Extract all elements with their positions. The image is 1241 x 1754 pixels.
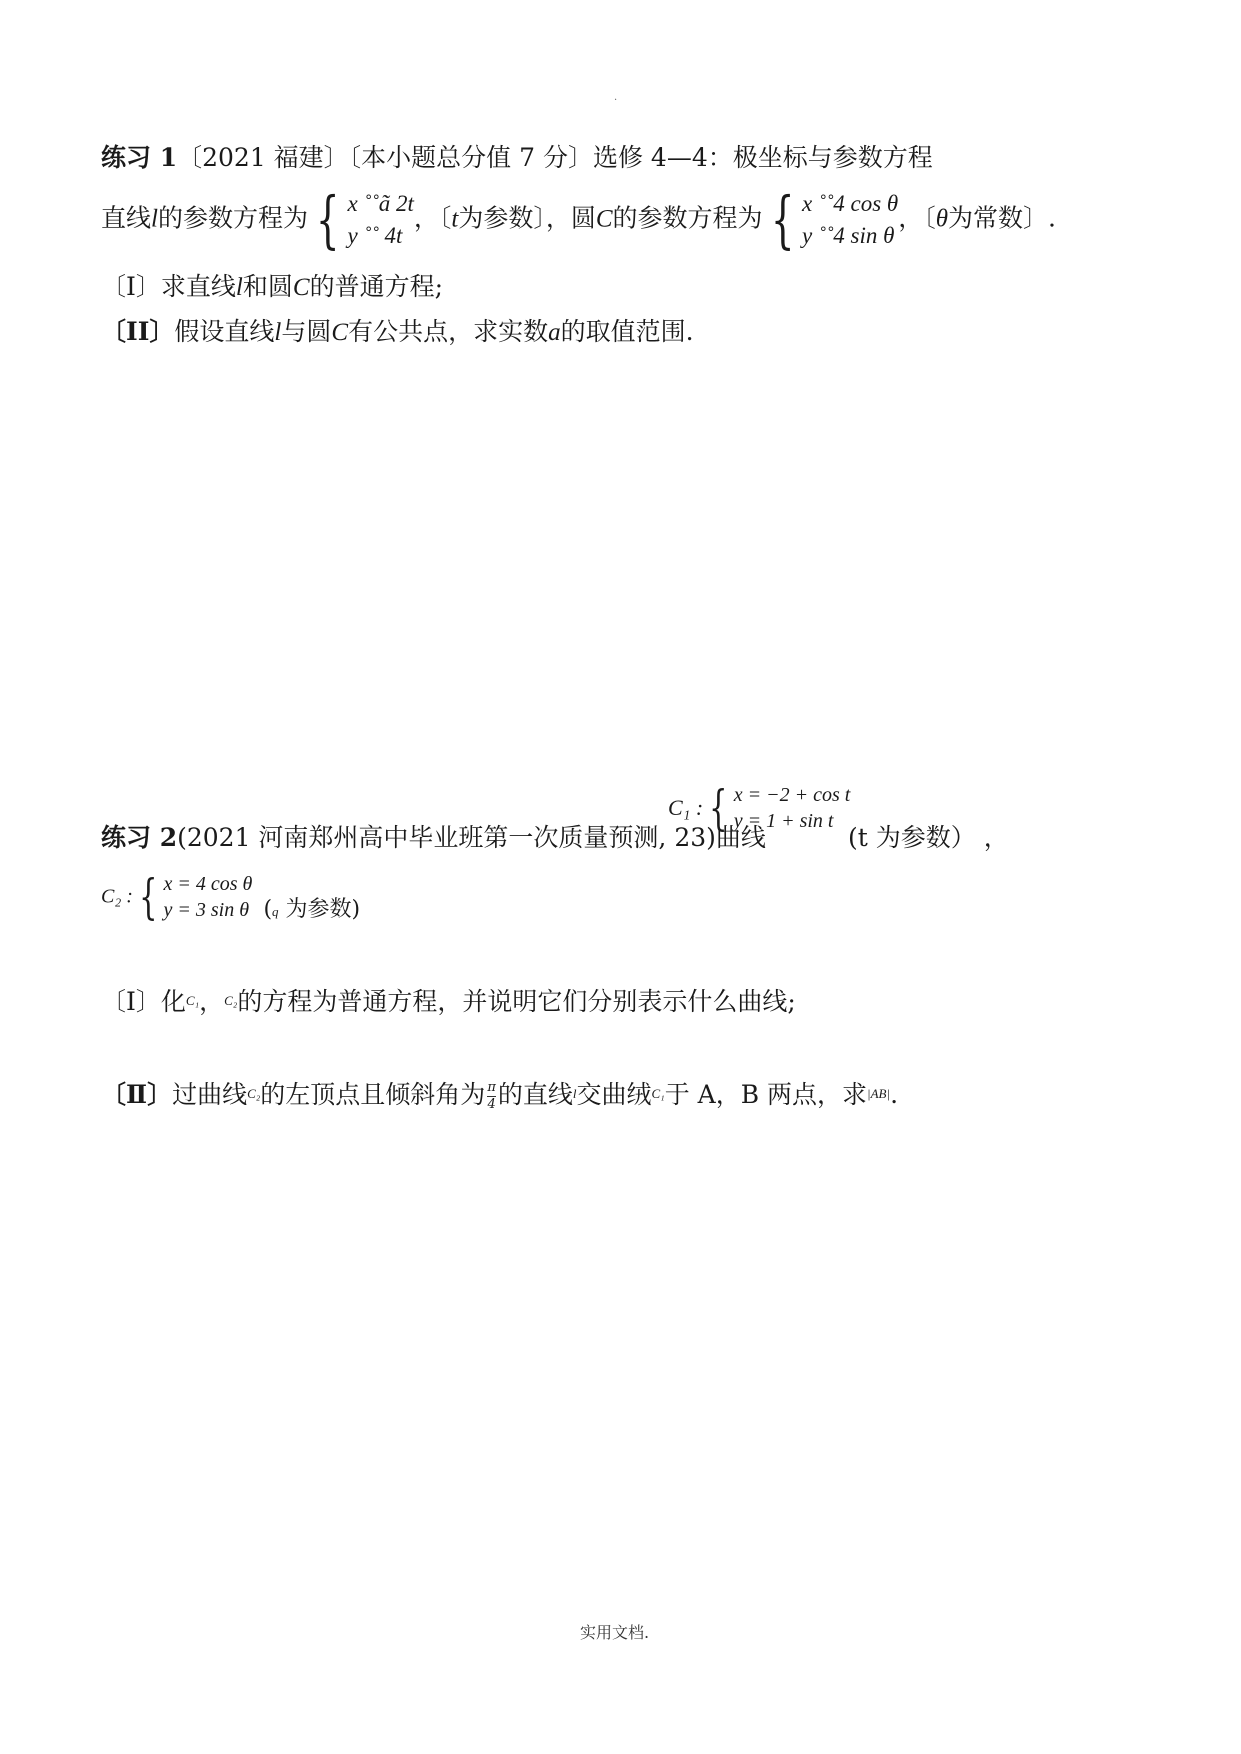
ex1-q1-text-c: 的普通方程; bbox=[309, 272, 443, 301]
ex1-intro-mid: 的参数方程为 bbox=[157, 203, 308, 233]
ex1-title bbox=[101, 143, 933, 173]
ex1-title-text: 〔2021 福建〕〔本小题总分值 7 分〕选修 4—4：极坐标与参数方程 bbox=[177, 143, 933, 172]
ex1-q1-text-a: 求直线 bbox=[160, 272, 236, 301]
c2-label: C₂ : bbox=[101, 885, 133, 908]
ex2-q2-text-e: 于 A，B 两点，求 bbox=[664, 1080, 868, 1109]
c2-note-text: 为参数) bbox=[285, 896, 361, 922]
ex1-title-label: 练习 1 bbox=[101, 143, 178, 172]
var-a: a bbox=[548, 319, 561, 346]
c2-system: { x = 4 cos θ y = 3 sin θ bbox=[139, 869, 253, 925]
sys2-row2: y ˚˚4 sin θ bbox=[802, 223, 895, 248]
var-t: t bbox=[451, 205, 459, 233]
c1-symbol: C₁ bbox=[651, 1086, 665, 1101]
ex1-param-note-post: 为参数〕，圆 bbox=[458, 203, 596, 233]
sys2-row1: x ˚˚4 cos θ bbox=[802, 191, 899, 216]
circle-parametric-system: { x ˚˚4 cos θ y ˚˚4 sin θ bbox=[770, 183, 899, 256]
c1-row1: x = −2 + cos t bbox=[733, 784, 851, 806]
ex1-param-note-pre: ，〔 bbox=[413, 203, 452, 233]
var-C: C bbox=[331, 319, 349, 346]
var-l: l bbox=[572, 1086, 577, 1101]
ex2-q2-text-f: . bbox=[890, 1080, 899, 1109]
ex2-question-2 bbox=[101, 1079, 898, 1113]
ex2-q1-label: 〔Ⅰ〕 bbox=[101, 987, 161, 1016]
var-l: l bbox=[151, 205, 158, 233]
sys1-row2: y ˚˚ 4t bbox=[347, 223, 403, 248]
ab-length: |AB| bbox=[867, 1086, 891, 1101]
ex1-intro-pre: 直线 bbox=[101, 203, 152, 233]
c2-row1: x = 4 cos θ bbox=[163, 873, 253, 895]
ex1-q2-text-a: 假设直线 bbox=[174, 317, 275, 346]
c1-row2: y = 1 + sin t bbox=[733, 810, 834, 832]
top-mark: . bbox=[614, 92, 618, 103]
c2-symbol: C₂ bbox=[224, 993, 238, 1008]
ex1-question-2 bbox=[101, 317, 694, 348]
c2-equation bbox=[101, 871, 360, 923]
ex1-q2-text-c: 有公共点，求实数 bbox=[348, 317, 549, 346]
ex1-theta-note-pre: ，〔 bbox=[898, 203, 936, 233]
var-l: l bbox=[235, 274, 243, 301]
var-theta: θ bbox=[935, 205, 949, 233]
var-C: C bbox=[595, 205, 613, 233]
ex2-q2-label: 〔Ⅱ〕 bbox=[101, 1080, 173, 1109]
ex2-title-text: (2021 河南郑州高中毕业班第一次质量预测, 23)曲线 bbox=[177, 823, 766, 852]
footer: 实用文档. bbox=[580, 1623, 650, 1642]
c1-equation bbox=[668, 782, 850, 834]
ex1-q2-text-b: 与圆 bbox=[281, 317, 332, 346]
ex1-circle-mid: 的参数方程为 bbox=[612, 203, 763, 233]
ex2-q2-text-b: 的左顶点且倾斜角为 bbox=[260, 1080, 486, 1109]
ex2-title bbox=[101, 823, 766, 853]
ex1-q1-label: 〔I〕 bbox=[101, 272, 161, 301]
ex2-question-1 bbox=[101, 986, 796, 1017]
ex2-q1-text-b: ， bbox=[199, 987, 225, 1016]
ex2-q2-text-d: 交曲绒 bbox=[576, 1080, 652, 1109]
ex1-theta-note-post: 为常数〕. bbox=[948, 203, 1056, 233]
frac-denominator: 4 bbox=[487, 1097, 496, 1112]
c1-note: (t 为参数） ， bbox=[848, 823, 1009, 852]
c2-note: (q 为参数) bbox=[263, 896, 361, 922]
ex2-title-label: 练习 2 bbox=[101, 823, 178, 852]
ex2-q2-text-c: 的直线 bbox=[497, 1080, 573, 1109]
c1-symbol: C₁ bbox=[185, 993, 200, 1008]
c2-symbol: C₂ bbox=[247, 1086, 261, 1101]
ex1-q1-text-b: 和圆 bbox=[242, 272, 293, 301]
frac-numerator: π bbox=[487, 1080, 496, 1095]
pi-over-4-fraction bbox=[487, 1080, 496, 1113]
c1-system: { x = −2 + cos t y = 1 + sin t bbox=[709, 780, 851, 836]
var-l: l bbox=[274, 319, 282, 346]
ex2-q2-text-a: 过曲线 bbox=[172, 1080, 248, 1109]
ex1-question-1 bbox=[101, 272, 443, 303]
var-C: C bbox=[292, 274, 310, 301]
ex1-q2-text-d: 的取值范围. bbox=[560, 317, 694, 346]
sys1-row1: x ˚˚ã 2t bbox=[347, 191, 414, 216]
c2-row2: y = 3 sin θ bbox=[163, 899, 250, 921]
ex1-intro bbox=[101, 183, 1056, 256]
c1-label: C₁ : bbox=[668, 795, 704, 820]
var-q: q bbox=[272, 903, 279, 919]
line-parametric-system: { x ˚˚ã 2t y ˚˚ 4t bbox=[315, 183, 414, 256]
ex1-q2-label: 〔II〕 bbox=[101, 317, 175, 346]
ex2-q1-text-c: 的方程为普通方程，并说明它们分别表示什么曲线; bbox=[237, 987, 796, 1016]
ex2-q1-text-a: 化 bbox=[160, 987, 186, 1016]
